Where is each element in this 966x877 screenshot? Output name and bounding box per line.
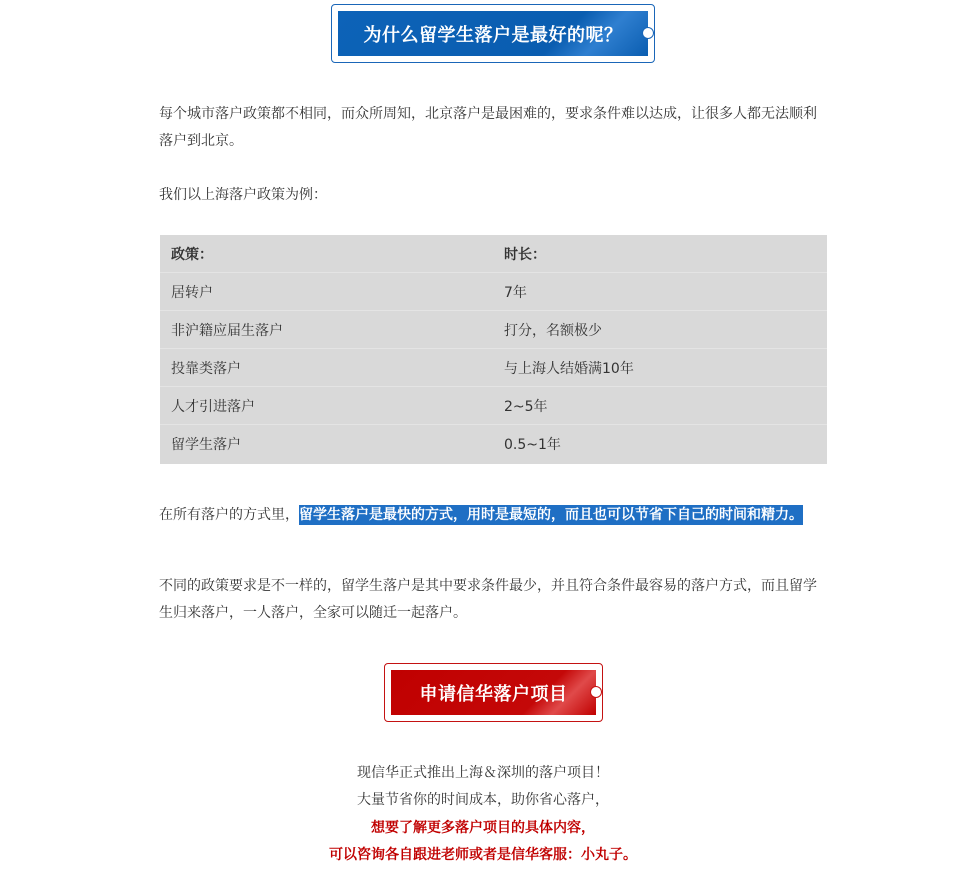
badge-notch (642, 27, 654, 39)
table-row (160, 273, 827, 311)
apply-button[interactable] (391, 670, 596, 715)
table-cell-policy: 居转户 (171, 284, 213, 301)
section-title-badge (331, 4, 655, 63)
button-notch (590, 686, 602, 698)
table-cell-duration: 0.5~1年 (504, 437, 561, 453)
table-row (160, 387, 827, 425)
footer-line-2: 大量节省你的时间成本，助你省心落户， (357, 792, 609, 808)
section-title (338, 11, 648, 56)
table-header-row (160, 235, 827, 273)
conclusion-prefix: 在所有落户的方式里， (159, 507, 299, 523)
table-row (160, 349, 827, 387)
example-intro: 我们以上海落户政策为例： (159, 187, 327, 203)
table-row (160, 425, 827, 463)
table-header-policy: 政策： (171, 246, 213, 263)
table-cell-policy: 人才引进落户 (171, 398, 255, 415)
section-title-label: 为什么留学生落户是最好的呢？ (363, 24, 623, 46)
policy-comparison-paragraph: 不同的政策要求是不一样的，留学生落户是其中要求条件最少，并且符合条件最容易的落户方式，而且留学生归来落户，一人落户，全家可以随迁一起落户。 (159, 578, 817, 621)
table-cell-duration: 打分，名额极少 (504, 322, 602, 339)
table-cell-policy: 留学生落户 (171, 437, 241, 453)
highlighted-text: 留学生落户是最快的方式，用时是最短的，而且也可以节省下自己的时间和精力。 (299, 507, 803, 523)
table-row (160, 311, 827, 349)
table-header-duration: 时长： (504, 246, 546, 263)
apply-button-frame[interactable] (384, 663, 603, 722)
table-cell-policy: 非沪籍应届生落户 (171, 322, 283, 339)
table-cell-duration: 2~5年 (504, 398, 548, 415)
apply-button-label: 申请信华落户项目 (419, 683, 568, 705)
conclusion-paragraph (159, 502, 829, 529)
footer-line-3: 想要了解更多落户项目的具体内容， (371, 820, 595, 836)
table-cell-duration: 与上海人结婚满10年 (504, 360, 634, 377)
policy-table (160, 235, 827, 464)
footer-line-1: 现信华正式推出上海＆深圳的落户项目！ (357, 765, 609, 781)
footer-line-4: 可以咨询各自跟进老师或者是信华客服：小丸子。 (329, 847, 637, 863)
table-cell-policy: 投靠类落户 (171, 360, 241, 377)
table-cell-duration: 7年 (504, 284, 527, 301)
intro-paragraph: 每个城市落户政策都不相同，而众所周知，北京落户是最困难的，要求条件难以达成，让很多人都无法顺利落户到北京。 (159, 106, 817, 149)
